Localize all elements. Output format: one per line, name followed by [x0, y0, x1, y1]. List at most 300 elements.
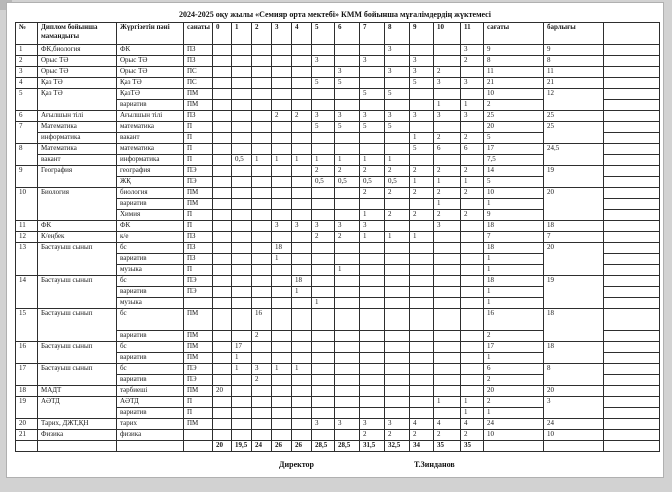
cell-total: 10: [544, 430, 604, 441]
cell-grade-6: [335, 56, 360, 67]
cell-extra: [604, 122, 660, 133]
cell-grade-3: [272, 397, 292, 408]
cell-grade-8: 1: [385, 232, 410, 243]
cell-grade-2: [252, 232, 272, 243]
cell-grade-10: [434, 364, 461, 375]
col-header-no: №: [16, 23, 38, 45]
cell-grade-8: 5: [385, 89, 410, 100]
cell-total: 20: [544, 386, 604, 397]
table-row: [16, 122, 660, 133]
cell-no: 14: [16, 276, 38, 309]
cell-grade-0: 20: [213, 386, 232, 397]
cell-grade-1: [232, 210, 252, 221]
cell-grade-2: 3: [252, 364, 272, 375]
cell-subject: Орыс ТӘ: [117, 67, 184, 78]
cell-category: П: [184, 265, 213, 276]
cell-hours: 21: [484, 78, 544, 89]
cell-diploma: Тарих, ДЖТ,ҚН: [38, 419, 117, 430]
cell-grade-11: 2: [461, 56, 484, 67]
cell-grade-10: 1: [434, 397, 461, 408]
totals-grade-10: 35: [434, 441, 461, 452]
cell-category: ПМ: [184, 199, 213, 210]
cell-grade-4: 1: [292, 364, 312, 375]
cell-grade-8: [385, 199, 410, 210]
cell-grade-4: [292, 309, 312, 331]
cell-subject: ЖҚ: [117, 177, 184, 188]
cell-no: 20: [16, 419, 38, 430]
cell-grade-7: 1: [360, 210, 385, 221]
cell-grade-10: [434, 408, 461, 419]
cell-grade-4: [292, 386, 312, 397]
cell-grade-6: 3: [335, 419, 360, 430]
cell-no: 1: [16, 45, 38, 56]
cell-grade-3: 1: [272, 155, 292, 166]
cell-grade-0: [213, 155, 232, 166]
cell-grade-11: [461, 254, 484, 265]
cell-subject: биология: [117, 188, 184, 199]
cell-grade-7: [360, 287, 385, 298]
cell-grade-9: [410, 386, 434, 397]
cell-no: 8: [16, 144, 38, 166]
cell-category: П: [184, 144, 213, 155]
cell-grade-5: [312, 265, 335, 276]
cell-grade-10: [434, 265, 461, 276]
cell-grade-9: [410, 375, 434, 386]
cell-category: П: [184, 397, 213, 408]
cell-subject: бс: [117, 309, 184, 331]
cell-grade-2: [252, 122, 272, 133]
cell-subject: АӘТД: [117, 397, 184, 408]
col-header-category: санаты: [184, 23, 213, 45]
cell-grade-6: [335, 133, 360, 144]
cell-grade-1: [232, 287, 252, 298]
cell-grade-1: [232, 397, 252, 408]
cell-grade-5: [312, 45, 335, 56]
cell-category: ПЭ: [184, 177, 213, 188]
cell-grade-10: 1: [434, 199, 461, 210]
cell-grade-11: 2: [461, 188, 484, 199]
cell-grade-6: [335, 375, 360, 386]
cell-diploma: Бастауыш сынып: [38, 243, 117, 276]
cell-grade-3: [272, 408, 292, 419]
cell-grade-11: 2: [461, 166, 484, 177]
cell-grade-11: 3: [461, 78, 484, 89]
cell-grade-6: 0,5: [335, 177, 360, 188]
cell-grade-9: 3: [410, 56, 434, 67]
cell-no: 16: [16, 342, 38, 364]
totals-grade-11: 35: [461, 441, 484, 452]
cell-grade-4: 2: [292, 111, 312, 122]
cell-extra: [604, 111, 660, 122]
cell-hours: 1: [484, 287, 544, 298]
cell-diploma: Математика: [38, 122, 117, 133]
cell-subject: бс: [117, 364, 184, 375]
cell-grade-6: [335, 353, 360, 364]
cell-total: 3: [544, 397, 604, 419]
col-header-grade-4: 4: [292, 23, 312, 45]
totals-no: [16, 441, 38, 452]
cell-grade-3: [272, 210, 292, 221]
cell-grade-9: [410, 89, 434, 100]
cell-grade-8: 2: [385, 188, 410, 199]
cell-grade-7: [360, 265, 385, 276]
cell-diploma: Физика: [38, 430, 117, 441]
cell-grade-8: [385, 364, 410, 375]
director-name: Т.Зинданов: [414, 460, 455, 469]
cell-grade-6: [335, 254, 360, 265]
cell-grade-2: [252, 177, 272, 188]
cell-grade-1: [232, 221, 252, 232]
cell-grade-7: [360, 386, 385, 397]
cell-subject: вакант: [117, 133, 184, 144]
cell-extra: [604, 177, 660, 188]
cell-grade-0: [213, 298, 232, 309]
cell-extra: [604, 386, 660, 397]
cell-grade-7: 3: [360, 111, 385, 122]
cell-grade-4: [292, 56, 312, 67]
cell-grade-2: 2: [252, 331, 272, 342]
cell-no: 4: [16, 78, 38, 89]
cell-grade-6: [335, 276, 360, 287]
cell-grade-8: 3: [385, 67, 410, 78]
cell-grade-7: [360, 408, 385, 419]
table-row: [16, 67, 660, 78]
cell-hours: 25: [484, 111, 544, 122]
cell-grade-5: [312, 67, 335, 78]
cell-grade-5: 0,5: [312, 177, 335, 188]
cell-grade-4: [292, 408, 312, 419]
cell-grade-1: 17: [232, 342, 252, 353]
cell-grade-5: [312, 353, 335, 364]
cell-no: 11: [16, 221, 38, 232]
cell-grade-9: 1: [410, 177, 434, 188]
cell-grade-1: [232, 100, 252, 111]
cell-grade-10: [434, 309, 461, 331]
cell-grade-0: [213, 397, 232, 408]
cell-extra: [604, 232, 660, 243]
col-header-grade-3: 3: [272, 23, 292, 45]
cell-grade-11: [461, 221, 484, 232]
cell-grade-11: 1: [461, 177, 484, 188]
cell-grade-9: [410, 397, 434, 408]
cell-extra: [604, 78, 660, 89]
cell-grade-3: 3: [272, 221, 292, 232]
cell-grade-6: 3: [335, 67, 360, 78]
totals-category: [184, 441, 213, 452]
cell-hours: 1: [484, 298, 544, 309]
cell-grade-2: [252, 89, 272, 100]
cell-grade-2: [252, 56, 272, 67]
cell-grade-2: [252, 408, 272, 419]
cell-extra: [604, 364, 660, 375]
cell-extra: [604, 133, 660, 144]
cell-total: 24: [544, 419, 604, 430]
cell-total: 24,5: [544, 144, 604, 166]
cell-grade-5: [312, 364, 335, 375]
cell-grade-0: [213, 78, 232, 89]
cell-grade-3: [272, 67, 292, 78]
cell-grade-0: [213, 210, 232, 221]
cell-grade-9: [410, 287, 434, 298]
cell-grade-11: [461, 364, 484, 375]
cell-grade-0: [213, 144, 232, 155]
table-row: [16, 243, 660, 254]
cell-grade-9: 4: [410, 419, 434, 430]
cell-grade-8: [385, 100, 410, 111]
cell-grade-10: [434, 155, 461, 166]
cell-grade-4: [292, 89, 312, 100]
cell-grade-2: [252, 67, 272, 78]
cell-grade-7: [360, 276, 385, 287]
cell-diploma: Бастауыш сынып: [38, 342, 117, 364]
cell-grade-5: [312, 375, 335, 386]
cell-grade-9: [410, 122, 434, 133]
cell-grade-0: [213, 265, 232, 276]
cell-extra: [604, 287, 660, 298]
cell-grade-7: 0,5: [360, 177, 385, 188]
cell-grade-11: 1: [461, 408, 484, 419]
cell-grade-2: [252, 188, 272, 199]
totals-grade-4: 26: [292, 441, 312, 452]
cell-grade-11: [461, 287, 484, 298]
cell-grade-5: [312, 430, 335, 441]
cell-grade-4: [292, 254, 312, 265]
cell-grade-6: 2: [335, 232, 360, 243]
cell-grade-6: [335, 89, 360, 100]
cell-grade-4: [292, 199, 312, 210]
cell-grade-11: [461, 155, 484, 166]
cell-no: 10: [16, 188, 38, 221]
cell-grade-7: 2: [360, 430, 385, 441]
cell-subject: информатика: [117, 155, 184, 166]
cell-grade-6: 1: [335, 155, 360, 166]
cell-hours: 11: [484, 67, 544, 78]
cell-grade-6: [335, 100, 360, 111]
cell-subject: Ағылшын тілі: [117, 111, 184, 122]
cell-grade-4: 3: [292, 221, 312, 232]
cell-grade-5: [312, 210, 335, 221]
cell-grade-1: [232, 166, 252, 177]
cell-grade-4: [292, 100, 312, 111]
cell-grade-2: [252, 430, 272, 441]
cell-grade-6: [335, 331, 360, 342]
cell-grade-11: [461, 89, 484, 100]
cell-hours: 1: [484, 408, 544, 419]
cell-diploma: Қаз ТӘ: [38, 78, 117, 89]
cell-grade-9: 3: [410, 67, 434, 78]
cell-subject: ҚазТӘ: [117, 89, 184, 100]
cell-grade-2: [252, 78, 272, 89]
cell-grade-7: [360, 199, 385, 210]
cell-grade-11: 6: [461, 144, 484, 155]
cell-extra: [604, 188, 660, 199]
cell-grade-5: [312, 254, 335, 265]
cell-grade-7: 2: [360, 188, 385, 199]
cell-grade-3: [272, 265, 292, 276]
cell-grade-6: [335, 210, 360, 221]
cell-hours: 18: [484, 276, 544, 287]
cell-grade-2: [252, 144, 272, 155]
cell-grade-9: [410, 408, 434, 419]
cell-grade-0: [213, 430, 232, 441]
cell-grade-7: [360, 254, 385, 265]
cell-grade-9: [410, 364, 434, 375]
cell-no: 21: [16, 430, 38, 441]
cell-grade-2: [252, 199, 272, 210]
cell-grade-1: [232, 386, 252, 397]
cell-grade-9: [410, 254, 434, 265]
cell-grade-3: 1: [272, 364, 292, 375]
totals-extra: [604, 441, 660, 452]
cell-grade-9: [410, 243, 434, 254]
cell-no: 12: [16, 232, 38, 243]
cell-grade-3: 18: [272, 243, 292, 254]
cell-grade-5: 3: [312, 56, 335, 67]
cell-grade-3: [272, 298, 292, 309]
cell-grade-10: [434, 254, 461, 265]
cell-grade-3: [272, 45, 292, 56]
cell-grade-4: [292, 144, 312, 155]
cell-no: 13: [16, 243, 38, 276]
cell-extra: [604, 419, 660, 430]
cell-grade-6: [335, 408, 360, 419]
cell-grade-8: [385, 221, 410, 232]
table-row: [16, 397, 660, 408]
cell-grade-6: 1: [335, 265, 360, 276]
cell-hours: 2: [484, 375, 544, 386]
cell-grade-3: [272, 177, 292, 188]
table-row: [16, 386, 660, 397]
cell-category: [184, 430, 213, 441]
cell-grade-6: [335, 144, 360, 155]
cell-subject: к/е: [117, 232, 184, 243]
cell-grade-0: [213, 188, 232, 199]
cell-category: ПМ: [184, 309, 213, 331]
cell-grade-3: [272, 232, 292, 243]
cell-category: ПМ: [184, 419, 213, 430]
cell-extra: [604, 100, 660, 111]
cell-subject: вариатив: [117, 287, 184, 298]
cell-grade-10: [434, 122, 461, 133]
table-row: [16, 188, 660, 199]
cell-grade-7: [360, 397, 385, 408]
cell-no: 18: [16, 386, 38, 397]
cell-grade-9: 3: [410, 111, 434, 122]
cell-grade-11: 4: [461, 419, 484, 430]
cell-grade-6: [335, 342, 360, 353]
table-row: [16, 309, 660, 331]
cell-grade-0: [213, 177, 232, 188]
cell-grade-5: 3: [312, 221, 335, 232]
cell-category: П: [184, 133, 213, 144]
cell-grade-10: 2: [434, 133, 461, 144]
cell-grade-11: [461, 353, 484, 364]
cell-grade-4: 1: [292, 155, 312, 166]
cell-grade-11: [461, 386, 484, 397]
cell-grade-10: [434, 89, 461, 100]
cell-grade-2: [252, 133, 272, 144]
cell-grade-5: 5: [312, 78, 335, 89]
cell-total: 21: [544, 78, 604, 89]
cell-grade-11: [461, 199, 484, 210]
cell-extra: [604, 166, 660, 177]
cell-grade-8: [385, 298, 410, 309]
cell-grade-0: [213, 419, 232, 430]
totals-grade-9: 34: [410, 441, 434, 452]
cell-category: ПМ: [184, 188, 213, 199]
totals-grade-7: 31,5: [360, 441, 385, 452]
totals-grade-1: 19,5: [232, 441, 252, 452]
cell-grade-0: [213, 122, 232, 133]
cell-grade-2: [252, 45, 272, 56]
cell-grade-7: 2: [360, 166, 385, 177]
cell-diploma: Биология: [38, 188, 117, 221]
cell-extra: [604, 375, 660, 386]
cell-extra: [604, 155, 660, 166]
cell-grade-9: [410, 45, 434, 56]
cell-diploma: География: [38, 166, 117, 188]
cell-diploma: Бастауыш сынып: [38, 276, 117, 309]
cell-grade-2: [252, 265, 272, 276]
cell-subject: физика: [117, 430, 184, 441]
cell-grade-4: [292, 375, 312, 386]
cell-grade-3: [272, 419, 292, 430]
cell-grade-3: 2: [272, 111, 292, 122]
cell-grade-8: [385, 397, 410, 408]
cell-grade-7: [360, 45, 385, 56]
table-row: [16, 56, 660, 67]
totals-grade-3: 26: [272, 441, 292, 452]
cell-grade-0: [213, 408, 232, 419]
cell-grade-7: [360, 342, 385, 353]
cell-total: 19: [544, 276, 604, 309]
cell-grade-1: [232, 298, 252, 309]
cell-extra: [604, 397, 660, 408]
cell-category: П: [184, 408, 213, 419]
cell-grade-7: [360, 309, 385, 331]
cell-category: П: [184, 122, 213, 133]
cell-grade-3: [272, 287, 292, 298]
cell-total: 25: [544, 111, 604, 122]
cell-category: ПЗ: [184, 56, 213, 67]
cell-grade-5: [312, 100, 335, 111]
cell-grade-1: [232, 122, 252, 133]
cell-grade-11: 2: [461, 210, 484, 221]
cell-no: 15: [16, 309, 38, 342]
cell-category: ПЭ: [184, 166, 213, 177]
cell-grade-1: [232, 375, 252, 386]
cell-grade-8: [385, 265, 410, 276]
cell-grade-5: 3: [312, 419, 335, 430]
cell-grade-10: 3: [434, 221, 461, 232]
table-row: [16, 78, 660, 89]
cell-grade-5: 2: [312, 232, 335, 243]
cell-grade-1: [232, 133, 252, 144]
cell-grade-11: 3: [461, 111, 484, 122]
cell-category: ПЗ: [184, 254, 213, 265]
cell-grade-10: [434, 56, 461, 67]
totals-hours: [484, 441, 544, 452]
cell-grade-2: [252, 419, 272, 430]
cell-grade-9: 1: [410, 133, 434, 144]
cell-grade-0: [213, 67, 232, 78]
cell-extra: [604, 265, 660, 276]
table-totals-row: [16, 441, 660, 452]
cell-grade-6: [335, 298, 360, 309]
cell-subject: математика: [117, 122, 184, 133]
cell-grade-11: [461, 331, 484, 342]
cell-grade-4: [292, 430, 312, 441]
